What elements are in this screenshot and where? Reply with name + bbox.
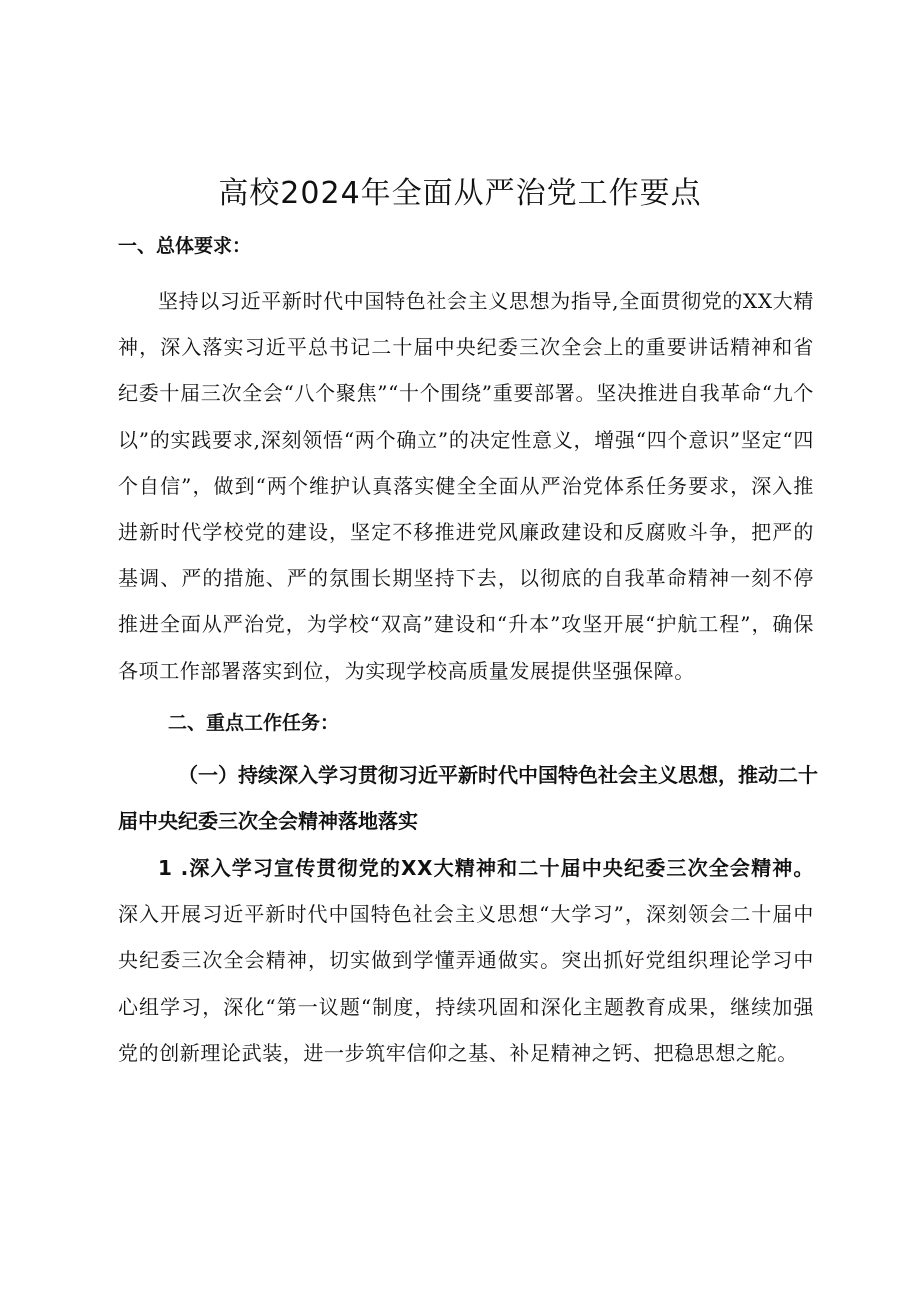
task-item-1-lead: 1 .深入学习宣传贯彻党的XX大精神和二十届中央纪委三次全会精神。 (158, 856, 814, 880)
document-title: 高校2024年全面从严治党工作要点 (218, 176, 702, 211)
section-heading-key-tasks: 二、重点工作任务： (168, 712, 340, 734)
general-requirements-paragraph: 坚持以习近平新时代中国特色社会主义思想为指导,全面贯彻党的XX大精神，深入落实习近平总书记二十届中央纪委三次全会上的重要讲话精神和省纪委十届三次全会“八个聚焦”“十个围绕”重要部署。坚决推进自我革命“九个以”的实践要求,深刻领悟“两个确立”的决定性意义，增强“四个意识”坚定“四个自信”，做到“两个维护认真落实健全全面从严治党体系任务要求，深入推进新时代学校党的建设，坚定不移推进党风廉政建设和反腐败斗争，把严的基调、严的措施、严的氛围长期坚持下去，以彻底的自我革命精神一刻不停推进全面从严治党，为学校“双高”建设和“升本”攻坚开展“护航工程”，确保各项工作部署落实到位，为实现学校高质量发展提供坚强保障。 (118, 289, 814, 683)
section-heading-general-requirements: 一、总体要求： (118, 235, 252, 257)
task-item-1 (118, 845, 814, 1076)
task-item-1-text: 深入开展习近平新时代中国特色社会主义思想“大学习”，深刻领会二十届中央纪委三次全会精神，切实做到学懂弄通做实。突出抓好党组织理论学习中心组学习，深化“第一议题“制度，持续巩固和深化主题教育成果，继续加强党的创新理论武装，进一步筑牢信仰之基、补足精神之钙、把稳思想之舵。 (118, 902, 814, 1065)
sub-section-heading-1: （一）持续深入学习贯彻习近平新时代中国特色社会主义思想，推动二十届中央纪委三次全会精神落地落实 (118, 763, 818, 834)
